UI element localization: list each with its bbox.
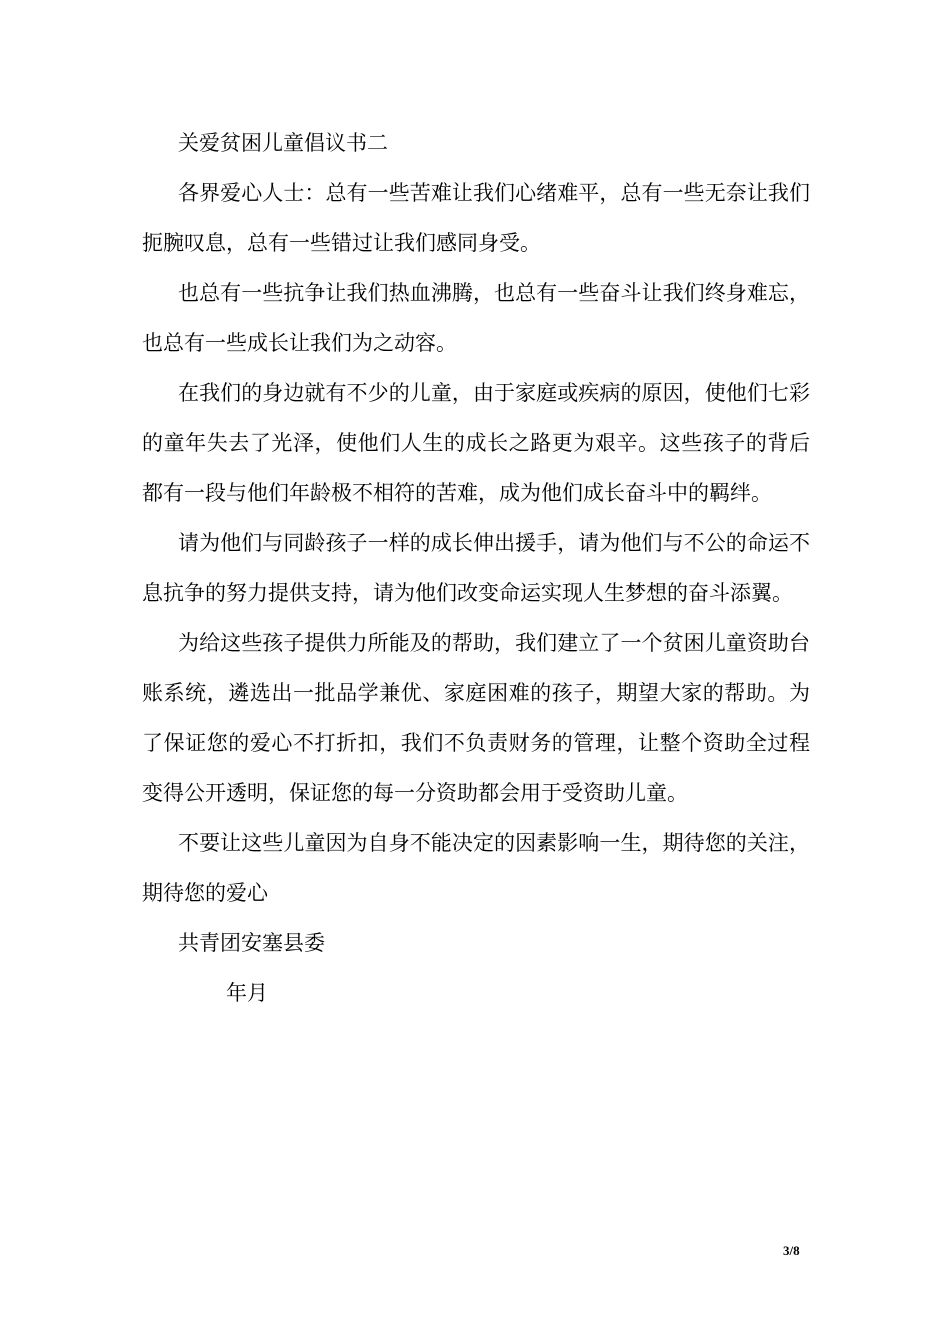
signature: 共青团安塞县委 [178,931,325,955]
paragraph-greeting: 各界爱心人士：总有一些苦难让我们心绪难平，总有一些无奈让我们扼腕叹息，总有一些错过让我们感同身受。 [142,181,810,255]
paragraph-struggle: 也总有一些抗争让我们热血沸腾，也总有一些奋斗让我们终身难忘，也总有一些成长让我们为之动容。 [142,281,810,355]
paragraph-system: 为给这些孩子提供力所能及的帮助，我们建立了一个贫困儿童资助台账系统，遴选出一批品学兼优、家庭困难的孩子，期望大家的帮助。为了保证您的爱心不打折扣，我们不负责财务的管理，让整个资助全过程变得公开透明，保证您的每一分资助都会用于受资助儿童。 [142,631,810,805]
date-line: 年月 [226,981,268,1005]
page-number: 3/8 [783,1243,800,1258]
document-title: 关爱贫困儿童倡议书二 [178,131,388,155]
paragraph-children: 在我们的身边就有不少的儿童，由于家庭或疾病的原因，使他们七彩的童年失去了光泽，使他们人生的成长之路更为艰辛。这些孩子的背后都有一段与他们年龄极不相符的苦难，成为他们成长奋斗中的羁绊。 [142,381,810,505]
paragraph-appeal: 请为他们与同龄孩子一样的成长伸出援手，请为他们与不公的命运不息抗争的努力提供支持，请为他们改变命运实现人生梦想的奋斗添翼。 [142,531,810,605]
document-body [142,118,810,1018]
paragraph-closing: 不要让这些儿童因为自身不能决定的因素影响一生，期待您的关注，期待您的爱心 [142,831,810,905]
